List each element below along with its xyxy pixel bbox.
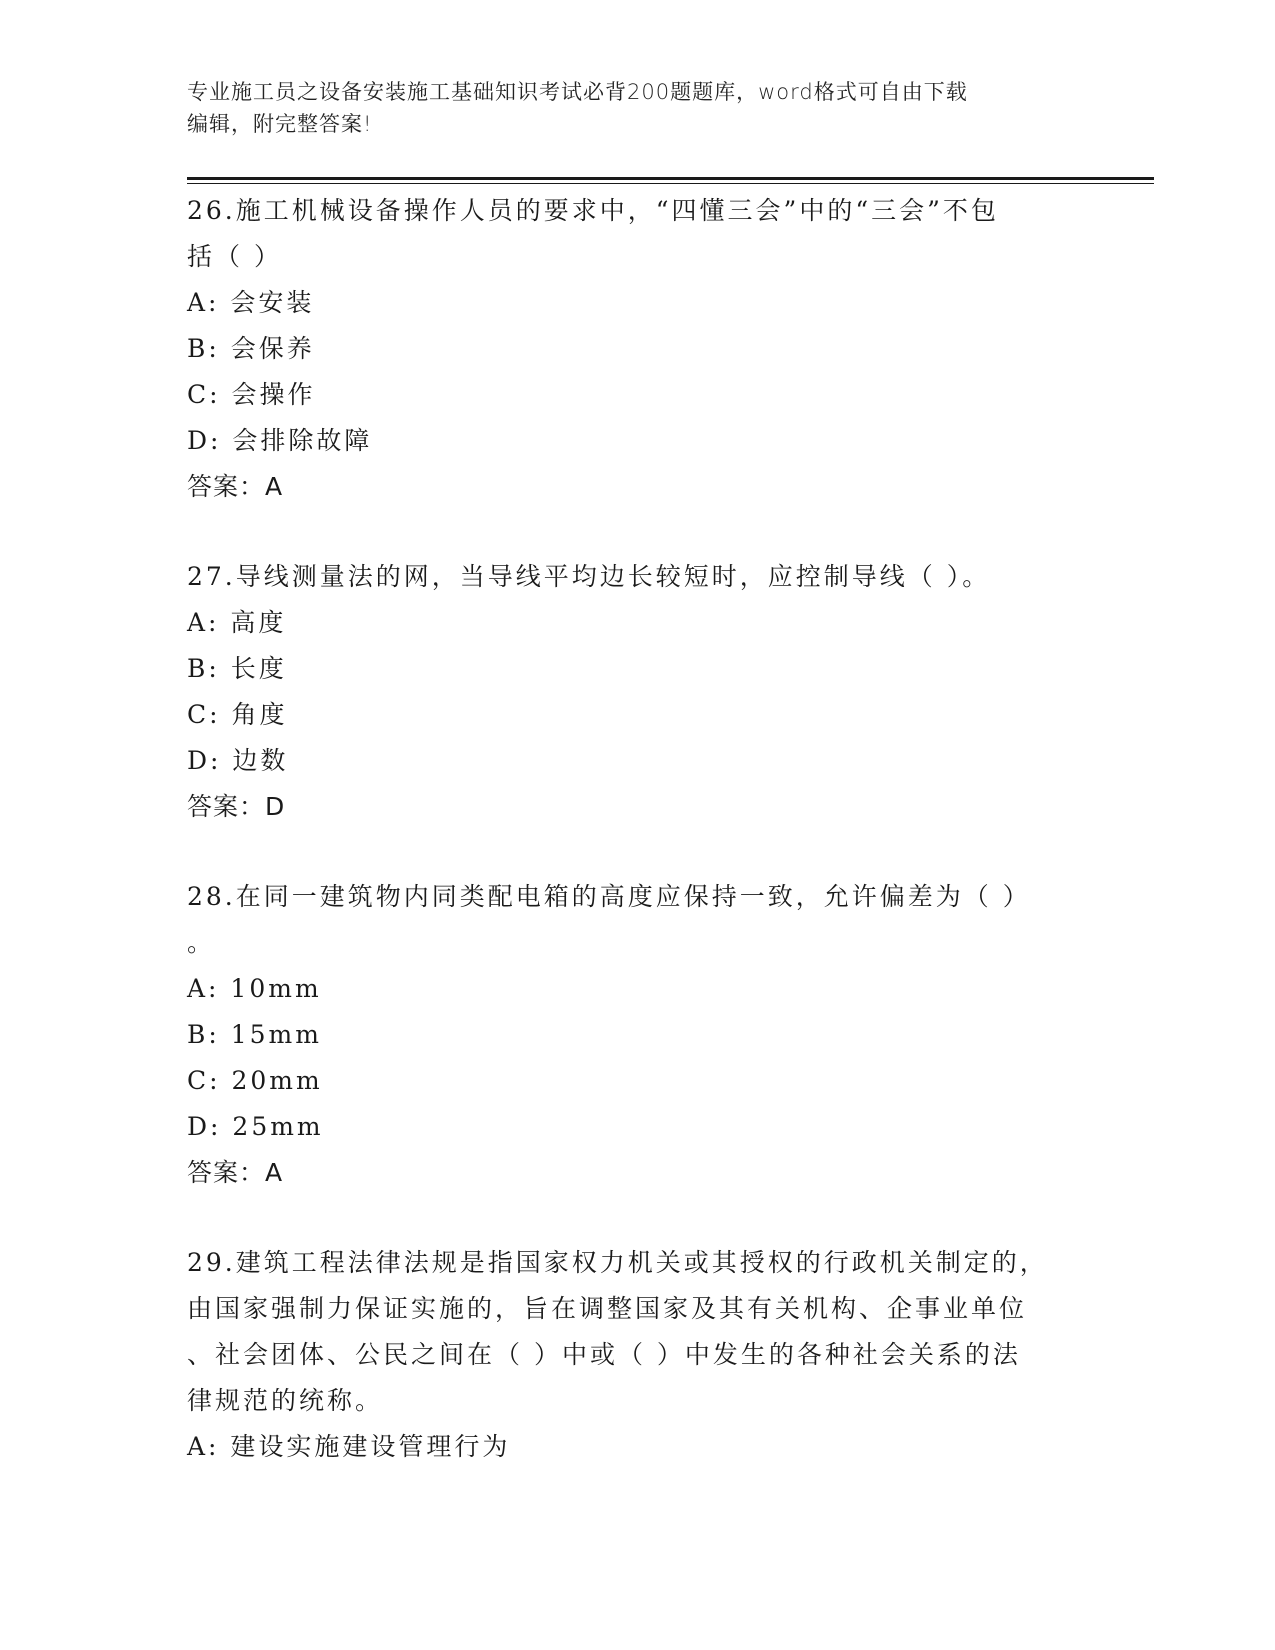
question-stem-line: 、社会团体、公民之间在（ ）中或（ ）中发生的各种社会关系的法 (187, 1340, 1021, 1369)
header-line-1: 专业施工员之设备安装施工基础知识考试必背200题题库，word格式可自由下载 (187, 80, 968, 104)
header-line-2: 编辑，附完整答案! (187, 112, 373, 136)
option-c: C: 角度 (187, 700, 288, 729)
question-29 (187, 1240, 1087, 1470)
question-stem-line: 26.施工机械设备操作人员的要求中，“四懂三会”中的“三会”不包 (187, 196, 999, 225)
question-list (187, 188, 1087, 1470)
option-d: D: 25mm (187, 1112, 324, 1141)
option-d: D: 边数 (187, 746, 289, 775)
question-stem-line: 律规范的统称。 (187, 1386, 384, 1415)
option-c: C: 会操作 (187, 380, 316, 409)
option-a: A: 高度 (187, 608, 287, 637)
header-divider-thick (187, 177, 1154, 180)
question-stem-line: 。 (187, 928, 216, 957)
spacer (187, 830, 1087, 874)
question-stem-line: 由国家强制力保证实施的，旨在调整国家及其有关机构、企事业单位 (187, 1294, 1028, 1323)
question-stem-line: 29.建筑工程法律法规是指国家权力机关或其授权的行政机关制定的， (187, 1248, 1048, 1277)
question-stem-line: 27.导线测量法的网，当导线平均边长较短时，应控制导线（ ）。 (187, 562, 991, 591)
option-b: B: 长度 (187, 654, 287, 683)
option-b: B: 会保养 (187, 334, 315, 363)
question-stem-line: 括（ ） (187, 242, 282, 271)
answer-label: 答案：A (187, 472, 284, 501)
header-divider-thin (187, 183, 1154, 184)
question-28 (187, 874, 1087, 1196)
option-d: D: 会排除故障 (187, 426, 373, 455)
question-stem-line: 28.在同一建筑物内同类配电箱的高度应保持一致，允许偏差为（ ） (187, 882, 1031, 911)
option-a: A: 会安装 (187, 288, 315, 317)
question-26 (187, 188, 1087, 510)
option-a: A: 建设实施建设管理行为 (187, 1432, 511, 1461)
question-27 (187, 554, 1087, 830)
answer-label: 答案：A (187, 1158, 284, 1187)
spacer (187, 510, 1087, 554)
spacer (187, 1196, 1087, 1240)
option-c: C: 20mm (187, 1066, 323, 1095)
option-a: A: 10mm (187, 974, 322, 1003)
option-b: B: 15mm (187, 1020, 322, 1049)
answer-label: 答案：D (187, 792, 286, 821)
document-header (187, 76, 1087, 140)
